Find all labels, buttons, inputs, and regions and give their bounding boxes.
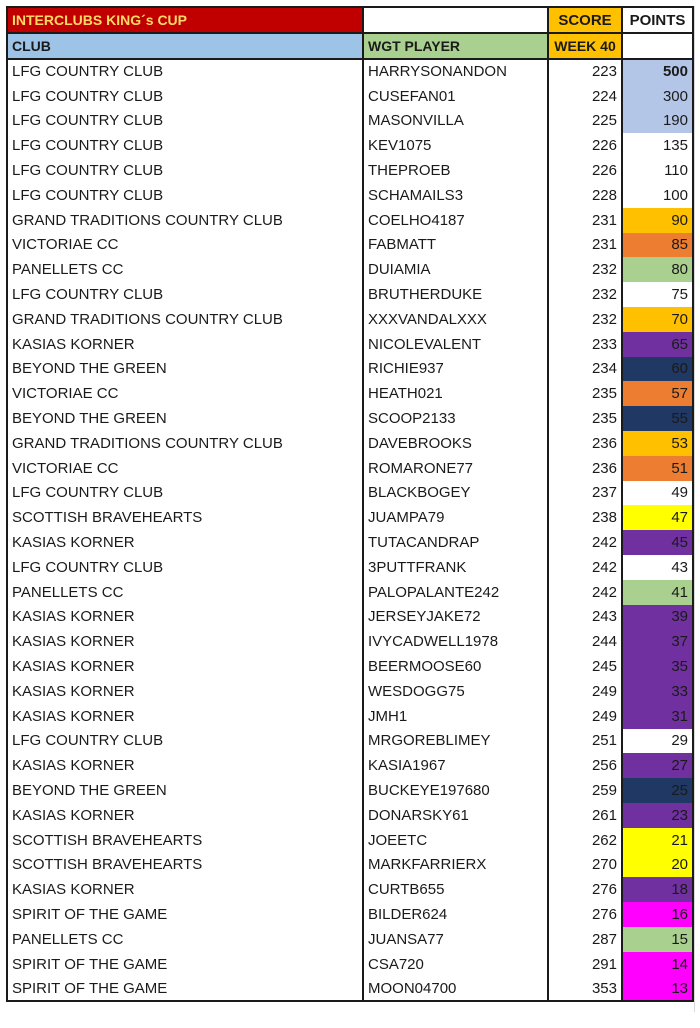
player-cell: BRUTHERDUKE [363,282,548,307]
points-cell: 85 [622,233,693,258]
score-cell: 251 [548,729,622,754]
score-cell: 226 [548,133,622,158]
club-cell: GRAND TRADITIONS COUNTRY CLUB [7,208,363,233]
score-cell: 232 [548,282,622,307]
club-cell: VICTORIAE CC [7,381,363,406]
table-row [7,629,693,654]
player-cell: JMH1 [363,704,548,729]
player-cell: JOEETC [363,828,548,853]
score-cell: 226 [548,158,622,183]
club-cell: LFG COUNTRY CLUB [7,158,363,183]
club-cell: KASIAS KORNER [7,704,363,729]
score-cell: 231 [548,233,622,258]
table-row [7,828,693,853]
points-cell: 39 [622,605,693,630]
table-row [7,530,693,555]
spreadsheet [6,6,694,1002]
table-body [7,59,693,1001]
player-cell: XXXVANDALXXX [363,307,548,332]
score-cell: 244 [548,629,622,654]
score-cell: 237 [548,481,622,506]
points-cell: 70 [622,307,693,332]
points-cell: 190 [622,109,693,134]
table-row [7,59,693,84]
table-row [7,208,693,233]
club-header: CLUB [7,33,363,59]
score-cell: 235 [548,406,622,431]
player-cell: RICHIE937 [363,357,548,382]
points-cell: 23 [622,803,693,828]
score-cell: 287 [548,927,622,952]
club-cell: KASIAS KORNER [7,877,363,902]
player-cell: CUSEFAN01 [363,84,548,109]
table-row [7,133,693,158]
points-cell: 21 [622,828,693,853]
player-cell: MARKFARRIERX [363,853,548,878]
score-cell: 232 [548,307,622,332]
week-header: WEEK 40 [548,33,622,59]
score-cell: 225 [548,109,622,134]
table-row [7,877,693,902]
player-cell: FABMATT [363,233,548,258]
table-row [7,406,693,431]
club-cell: LFG COUNTRY CLUB [7,729,363,754]
table-row [7,381,693,406]
score-cell: 270 [548,853,622,878]
player-cell: DAVEBROOKS [363,431,548,456]
score-cell: 235 [548,381,622,406]
player-cell: BLACKBOGEY [363,481,548,506]
score-cell: 223 [548,59,622,84]
score-cell: 242 [548,530,622,555]
player-cell: MRGOREBLIMEY [363,729,548,754]
points-cell: 45 [622,530,693,555]
club-cell: BEYOND THE GREEN [7,406,363,431]
club-cell: SCOTTISH BRAVEHEARTS [7,505,363,530]
score-cell: 224 [548,84,622,109]
table-row [7,605,693,630]
player-cell: ROMARONE77 [363,456,548,481]
score-header: SCORE [548,7,622,33]
score-cell: 245 [548,654,622,679]
score-cell: 291 [548,952,622,977]
club-cell: KASIAS KORNER [7,803,363,828]
table-row [7,853,693,878]
points-cell: 15 [622,927,693,952]
table-row [7,84,693,109]
club-cell: LFG COUNTRY CLUB [7,84,363,109]
club-cell: SPIRIT OF THE GAME [7,976,363,1001]
club-cell: KASIAS KORNER [7,753,363,778]
score-cell: 236 [548,456,622,481]
table-row [7,902,693,927]
player-cell: BILDER624 [363,902,548,927]
score-cell: 228 [548,183,622,208]
table-row [7,505,693,530]
score-cell: 276 [548,902,622,927]
score-cell: 242 [548,580,622,605]
player-cell: SCHAMAILS3 [363,183,548,208]
points-cell: 135 [622,133,693,158]
points-cell: 29 [622,729,693,754]
score-cell: 261 [548,803,622,828]
points-cell: 18 [622,877,693,902]
table-row [7,803,693,828]
points-header: POINTS [622,7,693,33]
table-row [7,282,693,307]
points-cell: 49 [622,481,693,506]
table-title: INTERCLUBS KING´s CUP [7,7,363,33]
club-cell: VICTORIAE CC [7,233,363,258]
club-cell: BEYOND THE GREEN [7,357,363,382]
club-cell: BEYOND THE GREEN [7,778,363,803]
player-cell: KEV1075 [363,133,548,158]
points-cell: 41 [622,580,693,605]
player-cell: DONARSKY61 [363,803,548,828]
score-cell: 262 [548,828,622,853]
table-row [7,109,693,134]
empty-cell [363,7,548,33]
points-cell: 16 [622,902,693,927]
player-cell: JERSEYJAKE72 [363,605,548,630]
points-cell: 500 [622,59,693,84]
club-cell: SCOTTISH BRAVEHEARTS [7,828,363,853]
score-cell: 353 [548,976,622,1001]
score-cell: 233 [548,332,622,357]
points-cell: 60 [622,357,693,382]
table-row [7,456,693,481]
points-cell: 51 [622,456,693,481]
club-cell: GRAND TRADITIONS COUNTRY CLUB [7,307,363,332]
header-row [7,33,693,59]
club-cell: SCOTTISH BRAVEHEARTS [7,853,363,878]
table-row [7,158,693,183]
table-row [7,580,693,605]
player-cell: CURTB655 [363,877,548,902]
player-cell: HARRYSONANDON [363,59,548,84]
player-cell: BUCKEYE197680 [363,778,548,803]
player-cell: IVYCADWELL1978 [363,629,548,654]
score-cell: 238 [548,505,622,530]
player-cell: DUIAMIA [363,257,548,282]
player-cell: THEPROEB [363,158,548,183]
club-cell: KASIAS KORNER [7,530,363,555]
player-cell: 3PUTTFRANK [363,555,548,580]
points-cell: 35 [622,654,693,679]
points-cell: 47 [622,505,693,530]
player-cell: PALOPALANTE242 [363,580,548,605]
score-cell: 234 [548,357,622,382]
score-cell: 231 [548,208,622,233]
points-cell: 53 [622,431,693,456]
score-cell: 243 [548,605,622,630]
score-cell: 276 [548,877,622,902]
points-cell: 14 [622,952,693,977]
points-cell: 100 [622,183,693,208]
club-cell: VICTORIAE CC [7,456,363,481]
points-cell: 31 [622,704,693,729]
points-cell: 25 [622,778,693,803]
points-cell: 27 [622,753,693,778]
club-cell: KASIAS KORNER [7,332,363,357]
club-cell: LFG COUNTRY CLUB [7,109,363,134]
table-row [7,183,693,208]
standings-table [6,6,694,1002]
club-cell: SPIRIT OF THE GAME [7,902,363,927]
table-row [7,729,693,754]
table-row [7,257,693,282]
score-cell: 236 [548,431,622,456]
club-cell: PANELLETS CC [7,257,363,282]
table-row [7,357,693,382]
player-header: WGT PLAYER [363,33,548,59]
table-row [7,307,693,332]
score-cell: 232 [548,257,622,282]
score-cell: 249 [548,704,622,729]
club-cell: LFG COUNTRY CLUB [7,133,363,158]
club-cell: LFG COUNTRY CLUB [7,282,363,307]
table-row [7,481,693,506]
player-cell: JUAMPA79 [363,505,548,530]
score-cell: 256 [548,753,622,778]
table-row [7,778,693,803]
table-row [7,753,693,778]
club-cell: LFG COUNTRY CLUB [7,555,363,580]
table-row [7,976,693,1001]
points-cell: 90 [622,208,693,233]
player-cell: MOON04700 [363,976,548,1001]
points-cell: 33 [622,679,693,704]
player-cell: SCOOP2133 [363,406,548,431]
table-row [7,555,693,580]
club-cell: KASIAS KORNER [7,629,363,654]
club-cell: KASIAS KORNER [7,654,363,679]
player-cell: JUANSA77 [363,927,548,952]
table-row [7,654,693,679]
club-cell: SPIRIT OF THE GAME [7,952,363,977]
points-cell: 300 [622,84,693,109]
player-cell: BEERMOOSE60 [363,654,548,679]
player-cell: HEATH021 [363,381,548,406]
points-cell: 37 [622,629,693,654]
player-cell: COELHO4187 [363,208,548,233]
table-row [7,704,693,729]
player-cell: TUTACANDRAP [363,530,548,555]
table-row [7,927,693,952]
score-cell: 249 [548,679,622,704]
club-cell: LFG COUNTRY CLUB [7,183,363,208]
club-cell: LFG COUNTRY CLUB [7,481,363,506]
table-row [7,431,693,456]
table-row [7,952,693,977]
points-cell: 80 [622,257,693,282]
table-row [7,679,693,704]
player-cell: KASIA1967 [363,753,548,778]
club-cell: KASIAS KORNER [7,605,363,630]
points-cell: 55 [622,406,693,431]
club-cell: PANELLETS CC [7,580,363,605]
score-cell: 259 [548,778,622,803]
points-cell: 43 [622,555,693,580]
club-cell: LFG COUNTRY CLUB [7,59,363,84]
club-cell: PANELLETS CC [7,927,363,952]
title-row [7,7,693,33]
grid-line [694,6,695,1012]
club-cell: GRAND TRADITIONS COUNTRY CLUB [7,431,363,456]
points-cell: 110 [622,158,693,183]
player-cell: WESDOGG75 [363,679,548,704]
player-cell: CSA720 [363,952,548,977]
player-cell: NICOLEVALENT [363,332,548,357]
points-cell: 65 [622,332,693,357]
points-cell: 13 [622,976,693,1001]
player-cell: MASONVILLA [363,109,548,134]
points-cell: 57 [622,381,693,406]
score-cell: 242 [548,555,622,580]
club-cell: KASIAS KORNER [7,679,363,704]
points-header-blank [622,33,693,59]
table-row [7,332,693,357]
points-cell: 20 [622,853,693,878]
table-row [7,233,693,258]
points-cell: 75 [622,282,693,307]
